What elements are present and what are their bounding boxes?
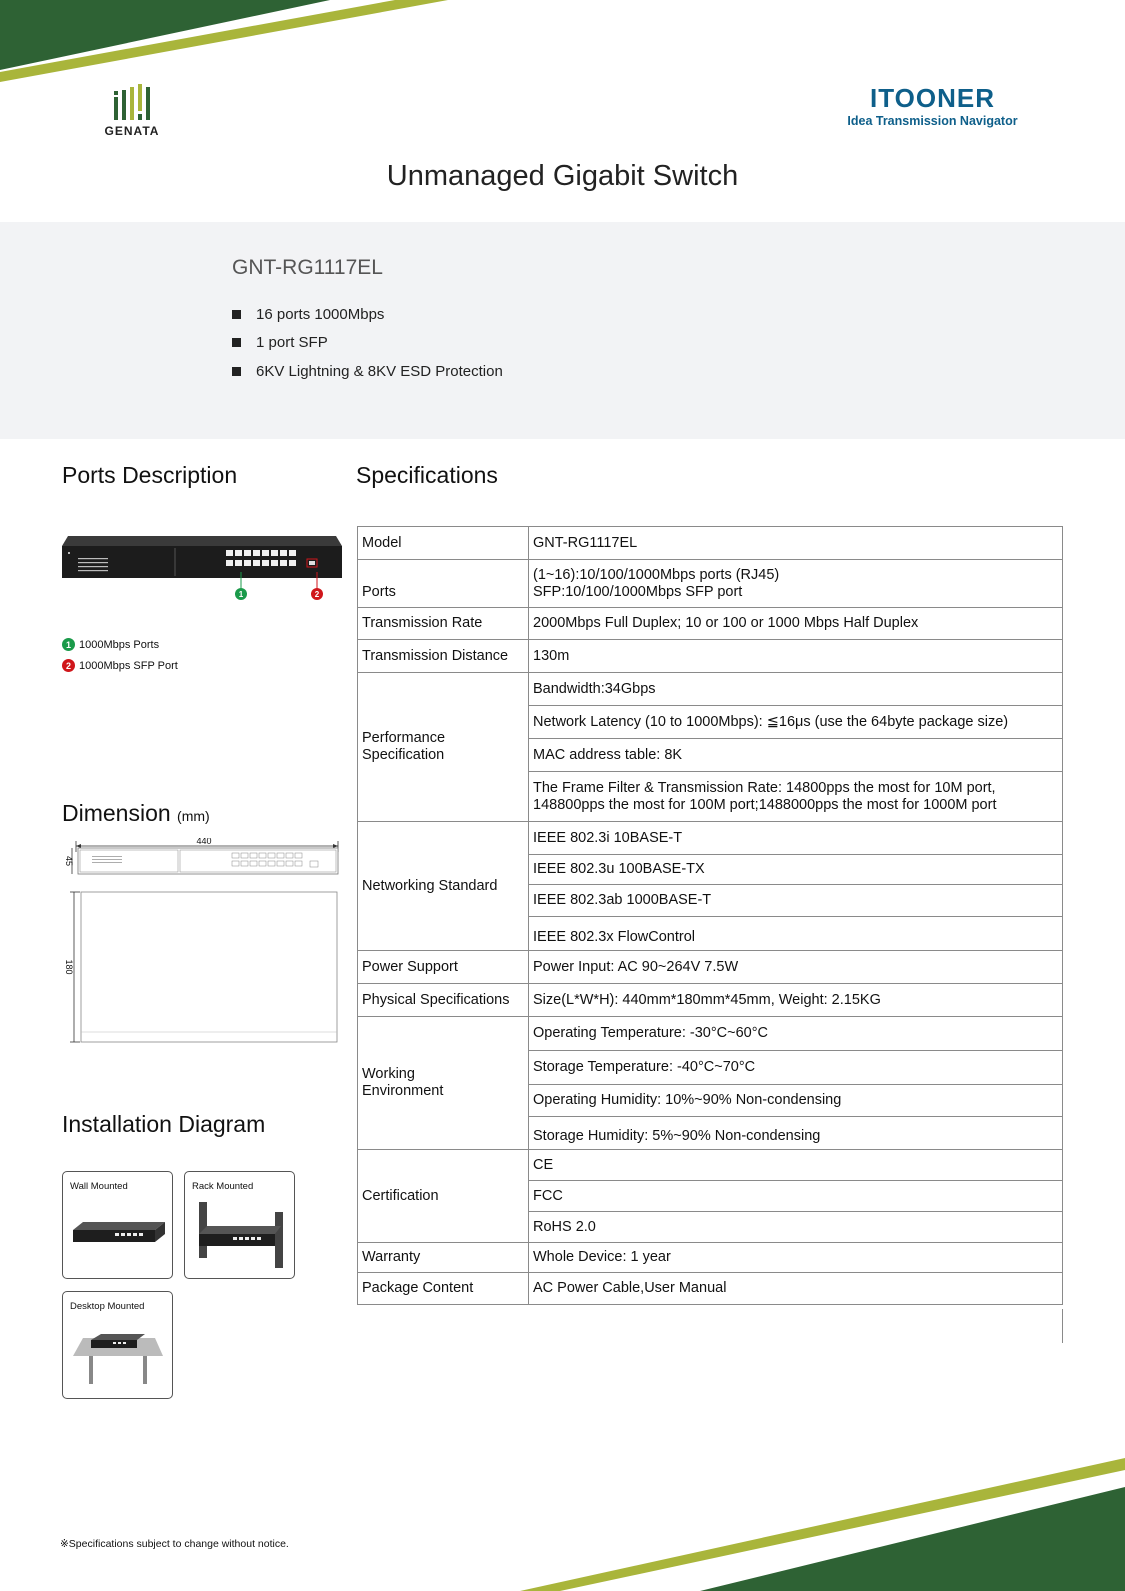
bullet-square-icon: [232, 310, 241, 319]
product-summary-band: [0, 222, 1125, 439]
rack-mount-image: [185, 1172, 296, 1280]
table-row: [358, 984, 1063, 1017]
spec-value: FCC: [529, 1181, 1063, 1212]
page-title: Unmanaged Gigabit Switch: [386, 160, 739, 192]
spec-value: (1~16):10/100/1000Mbps ports (RJ45) SFP:10/100/1000Mbps SFP port: [529, 560, 1063, 608]
specifications-heading: Specifications: [356, 462, 498, 488]
dimension-drawing: [62, 838, 344, 1062]
genata-wordmark: GENATA: [104, 124, 160, 138]
table-row: [358, 560, 1063, 608]
spec-key: Working Environment: [358, 1017, 529, 1150]
spec-value: IEEE 802.3i 10BASE-T: [529, 822, 1063, 855]
spec-value: GNT-RG1117EL: [529, 527, 1063, 560]
spec-key: Performance Specification: [358, 673, 529, 822]
legend-item: 1 1000Mbps Ports: [62, 634, 178, 655]
table-row: [358, 951, 1063, 984]
switch-front-panel-image: [62, 536, 342, 608]
feature-list: [232, 300, 503, 386]
bullet-square-icon: [232, 367, 241, 376]
installation-heading: Installation Diagram: [62, 1111, 266, 1137]
spec-value: Network Latency (10 to 1000Mbps): ≦16μs (use the 64byte package size): [529, 706, 1063, 739]
specifications-table: [357, 526, 1063, 1305]
desktop-mounted-diagram: Desktop Mounted: [62, 1291, 173, 1399]
legend-item: 2 1000Mbps SFP Port: [62, 655, 178, 676]
wall-mount-image: [63, 1172, 174, 1280]
table-row: [358, 1150, 1063, 1181]
genata-logo: [100, 84, 164, 138]
spec-value: Operating Humidity: 10%~90% Non-condensing: [529, 1085, 1063, 1117]
spec-value: IEEE 802.3ab 1000BASE-T: [529, 885, 1063, 917]
spec-value: Operating Temperature: -30°C~60°C: [529, 1017, 1063, 1051]
itooner-tagline: Idea Transmission Navigator: [847, 114, 1018, 128]
dimension-heading: Dimension (mm): [62, 800, 210, 826]
spec-value: IEEE 802.3x FlowControl: [529, 917, 1063, 951]
spec-value: 130m: [529, 640, 1063, 673]
itooner-logo: [840, 84, 1025, 128]
port-number-badge: 2: [62, 659, 75, 672]
table-row: [358, 1017, 1063, 1051]
spec-value: MAC address table: 8K: [529, 739, 1063, 772]
itooner-wordmark: ITOONER: [870, 83, 995, 113]
table-row: [358, 1243, 1063, 1273]
spec-key: Ports: [358, 560, 529, 608]
feature-item: 16 ports 1000Mbps: [232, 300, 503, 329]
wall-mounted-diagram: Wall Mounted: [62, 1171, 173, 1279]
dimension-unit: (mm): [177, 808, 210, 824]
table-row: [358, 527, 1063, 560]
spec-key: Power Support: [358, 951, 529, 984]
spec-value: Storage Temperature: -40°C~70°C: [529, 1051, 1063, 1085]
width-dimension-label: 440: [196, 838, 212, 846]
port-number-badge: 1: [62, 638, 75, 651]
spec-key: Transmission Distance: [358, 640, 529, 673]
table-row: [358, 1273, 1063, 1305]
spec-value: 2000Mbps Full Duplex; 10 or 100 or 1000 Mbps Half Duplex: [529, 608, 1063, 640]
spec-value: RoHS 2.0: [529, 1212, 1063, 1243]
spec-key: Certification: [358, 1150, 529, 1243]
product-model: GNT-RG1117EL: [232, 256, 383, 279]
spec-value: Size(L*W*H): 440mm*180mm*45mm, Weight: 2.15KG: [529, 984, 1063, 1017]
table-row: [358, 673, 1063, 706]
spec-key: Warranty: [358, 1243, 529, 1273]
svg-text:2: 2: [314, 590, 320, 599]
spec-value: AC Power Cable,User Manual: [529, 1273, 1063, 1305]
spec-value: Power Input: AC 90~264V 7.5W: [529, 951, 1063, 984]
spec-key: Model: [358, 527, 529, 560]
spec-key: Networking Standard: [358, 822, 529, 951]
spec-value: The Frame Filter & Transmission Rate: 14800pps the most for 10M port, 148800pps the most for 100M port;1488000pps the most for 1000M port: [529, 772, 1063, 822]
spec-key: Transmission Rate: [358, 608, 529, 640]
feature-item: 6KV Lightning & 8KV ESD Protection: [232, 357, 503, 386]
spec-value: IEEE 802.3u 100BASE-TX: [529, 855, 1063, 885]
svg-text:1: 1: [238, 590, 244, 599]
depth-dimension-label: 180: [64, 959, 74, 975]
spec-value: Storage Humidity: 5%~90% Non-condensing: [529, 1117, 1063, 1150]
table-right-rule: [1062, 1309, 1063, 1343]
desktop-mount-image: [63, 1292, 174, 1400]
ports-description-heading: Ports Description: [62, 462, 238, 488]
spec-key: Physical Specifications: [358, 984, 529, 1017]
ports-legend: [62, 634, 178, 676]
footnote: ※Specifications subject to change without notice.: [60, 1538, 289, 1550]
spec-value: Whole Device: 1 year: [529, 1243, 1063, 1273]
bullet-square-icon: [232, 338, 241, 347]
table-row: [358, 640, 1063, 673]
genata-bars-logo: [100, 84, 164, 120]
table-row: [358, 822, 1063, 855]
spec-value: Bandwidth:34Gbps: [529, 673, 1063, 706]
spec-value: CE: [529, 1150, 1063, 1181]
feature-item: 1 port SFP: [232, 329, 503, 358]
rack-mounted-diagram: Rack Mounted: [184, 1171, 295, 1279]
height-dimension-label: 45: [64, 855, 74, 867]
spec-key: Package Content: [358, 1273, 529, 1305]
table-row: [358, 608, 1063, 640]
